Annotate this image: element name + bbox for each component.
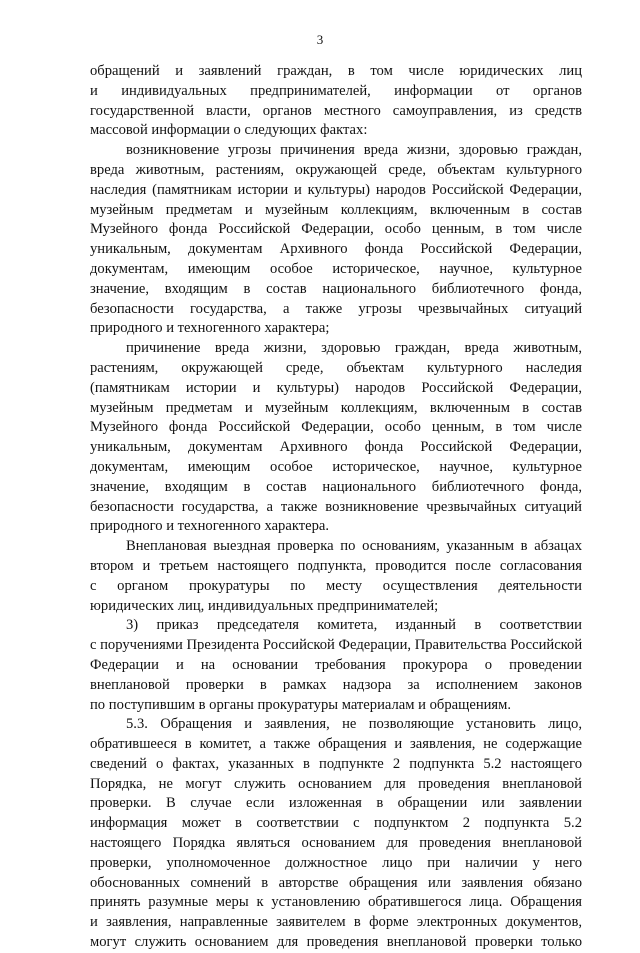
text-line: массовой информации о следующих фактах:	[90, 122, 368, 139]
paragraph	[90, 616, 582, 715]
text-line: юридических лиц, индивидуальных предпринимателей;	[90, 597, 439, 614]
text-line: уникальным, документам Архивного фонда Российской Федерации,	[90, 439, 582, 456]
text-line: Порядка, не могут служить основанием для проведения внеплановой	[90, 775, 582, 792]
text-line: государственной власти, органов местного самоуправления, из средств	[90, 102, 582, 119]
text-line: проверки, уполномоченное должностное лицо при наличии у него	[90, 854, 582, 871]
text-line: уникальным, документам Архивного фонда Российской Федерации,	[90, 241, 582, 258]
text-line: документам, имеющим особое историческое, научное, культурное	[90, 260, 582, 277]
text-line: природного и техногенного характера.	[90, 518, 330, 535]
paragraph	[90, 141, 582, 339]
text-line: наследия (памятникам истории и культуры) народов Российской Федерации,	[90, 181, 582, 198]
text-line: могут служить основанием для проведения внеплановой проверки только	[90, 934, 582, 951]
text-line: возникновение угрозы причинения вреда жизни, здоровью граждан,	[126, 142, 582, 159]
text-line: Музейного фонда Российской Федерации, особо ценным, в том числе	[90, 419, 582, 436]
text-line: с органом прокуратуры по месту осуществления деятельности	[90, 577, 582, 594]
text-line: музейным предметам и музейным коллекциям, включенным в состав	[90, 201, 582, 218]
text-line: принять разумные меры к установлению обратившегося лица. Обращения	[90, 894, 582, 911]
paragraph	[90, 537, 582, 616]
text-line: обоснованных сомнений в авторстве обращения или заявления обязано	[90, 874, 582, 891]
text-line: природного и техногенного характера;	[90, 320, 330, 337]
page-number: 3	[316, 32, 324, 47]
paragraph	[90, 715, 582, 953]
text-line: 3) приказ председателя комитета, изданный в соответствии	[126, 617, 582, 634]
text-line: безопасности государства, а также возникновение чрезвычайных ситуаций	[90, 498, 582, 515]
text-line: Музейного фонда Российской Федерации, особо ценным, в том числе	[90, 221, 582, 238]
text-line: проверки. В случае если изложенная в обращении или заявлении	[90, 795, 582, 812]
text-line: растениям, окружающей среде, объектам культурного наследия	[90, 359, 582, 376]
text-line: информация может в соответствии с подпунктом 2 подпункта 5.2	[90, 815, 582, 832]
text-line: (памятникам истории и культуры) народов Российской Федерации,	[90, 379, 582, 396]
text-line: обратившееся в комитет, а также обращения и заявления, не содержащие	[90, 736, 582, 753]
text-line: настоящего Порядка являться основанием для проведения внеплановой	[90, 835, 582, 852]
text-line: значение, входящим в состав национального библиотечного фонда,	[90, 280, 582, 297]
text-line: и индивидуальных предпринимателей, информации от органов	[90, 82, 582, 99]
text-line: документам, имеющим особое историческое, научное, культурное	[90, 458, 582, 475]
text-line: музейным предметам и музейным коллекциям, включенным в состав	[90, 399, 582, 416]
text-line: Федерации и на основании требования прокурора о проведении	[90, 656, 582, 673]
paragraph	[90, 62, 582, 141]
text-line: 5.3. Обращения и заявления, не позволяющие установить лицо,	[126, 716, 582, 733]
text-line: Внеплановая выездная проверка по основаниям, указанным в абзацах	[126, 538, 582, 555]
text-line: обращений и заявлений граждан, в том числе юридических лиц	[90, 63, 582, 79]
text-line: втором и третьем настоящего подпункта, проводится после согласования	[90, 557, 582, 574]
text-line: внеплановой проверки в рамках надзора за исполнением законов	[90, 676, 582, 693]
text-line: безопасности государства, а также угрозы чрезвычайных ситуаций	[90, 300, 582, 317]
paragraph	[90, 339, 582, 537]
document-body	[90, 62, 582, 953]
text-line: с поручениями Президента Российской Федерации, Правительства Российской	[90, 637, 583, 654]
text-line: и заявления, направленные заявителем в форме электронных документов,	[90, 914, 582, 931]
text-line: значение, входящим в состав национального библиотечного фонда,	[90, 478, 582, 495]
text-line: по поступившим в органы прокуратуры материалам и обращениям.	[90, 696, 512, 713]
text-line: причинение вреда жизни, здоровью граждан, вреда животным,	[126, 340, 582, 357]
text-line: сведений о фактах, указанных в подпункте 2 подпункта 5.2 настоящего	[90, 755, 582, 772]
text-line: вреда животным, растениям, окружающей среде, объектам культурного	[90, 161, 582, 178]
